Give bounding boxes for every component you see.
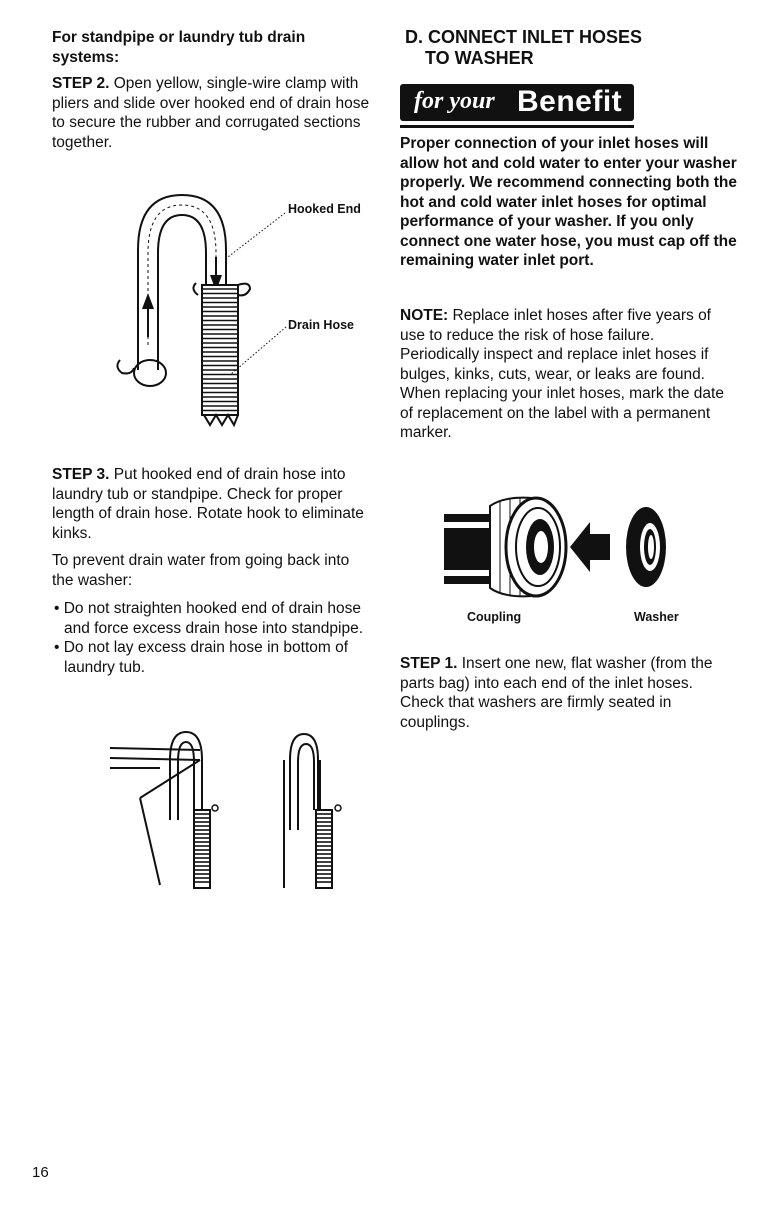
section-title-line2: TO WASHER [425, 48, 534, 68]
section-title-line1: CONNECT INLET HOSES [428, 27, 643, 47]
page-number: 16 [32, 1164, 49, 1181]
tub-standpipe-figure [80, 720, 380, 890]
washer-label: Washer [634, 610, 679, 624]
hooked-end-label: Hooked End [288, 202, 361, 216]
step3-paragraph [52, 465, 370, 543]
standpipe-heading: For standpipe or laundry tub drain systems: [52, 29, 306, 66]
banner-benefit: Benefit [517, 85, 623, 118]
list-item: • Do not lay excess drain hose in bottom of laundry tub. [54, 639, 349, 676]
prevent-list [52, 599, 377, 677]
corrugated-section [202, 285, 238, 415]
step2-paragraph [52, 74, 370, 152]
section-letter: D. [405, 27, 423, 47]
section-title [405, 27, 750, 69]
step3-label: STEP 3. [52, 466, 110, 483]
note-paragraph [400, 306, 735, 443]
step3-text: Put hooked end of drain hose into laundry tub or standpipe. Check for proper length of drain hose. Rotate hook to eliminate kinks. [52, 466, 364, 542]
step1-paragraph [400, 654, 740, 732]
prevent-intro: To prevent drain water from going back into the washer: [52, 552, 350, 589]
banner-underline [400, 125, 634, 128]
for-your-benefit-banner [400, 84, 634, 121]
step2-label: STEP 2. [52, 75, 110, 92]
step2-text: Open yellow, single-wire clamp with pliers and slide over hooked end of drain hose to secure the rubber and corrugated sections together. [52, 75, 370, 151]
list-item: • Do not straighten hooked end of drain hose and force excess drain hose into standpipe. [54, 600, 363, 637]
banner-for-your: for your [414, 88, 495, 114]
step1-text: Insert one new, flat washer (from the parts bag) into each end of the inlet hoses. Check that washers are firmly seated in couplings. [400, 655, 713, 731]
step1-label: STEP 1. [400, 655, 458, 672]
coupling-washer-figure [440, 492, 700, 602]
drain-hose-label: Drain Hose [288, 318, 354, 332]
note-label: NOTE: [400, 307, 449, 324]
note-text: Replace inlet hoses after five years of use to reduce the risk of hose failure. Periodically inspect and replace inlet hoses if bulges, kinks, cuts, wear, or leaks are found. When replacing your inlet hoses, mark the date of replacement on the label with a permanent marker. [400, 307, 724, 441]
benefit-paragraph: Proper connection of your inlet hoses will allow hot and cold water to enter your washer properly. We recommend connecting both the hot and cold water inlet hoses for optimal performance of your washer. If you only connect one water hose, you must cap off the remaining water inlet port. [400, 135, 738, 269]
coupling-label: Coupling [467, 610, 522, 624]
hooked-hose-figure [110, 185, 370, 435]
